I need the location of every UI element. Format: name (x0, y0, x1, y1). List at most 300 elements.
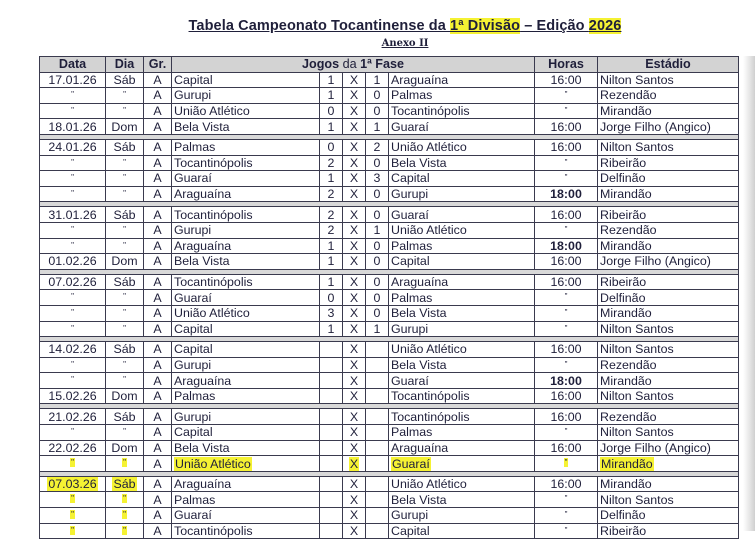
cell-away (389, 88, 535, 104)
cell-x (343, 508, 366, 524)
cell-gr (144, 456, 172, 472)
cell-hs-text: 2 (327, 223, 335, 238)
cell-hs (320, 290, 343, 306)
cell-x (343, 409, 366, 425)
cell-as-text: 0 (373, 306, 381, 321)
cell-x-text: X (349, 357, 359, 372)
cell-as-text: 0 (373, 187, 381, 202)
cell-away (389, 425, 535, 441)
cell-hs-text: 3 (327, 306, 335, 321)
cell-hs (320, 476, 343, 492)
cell-hora (535, 119, 598, 135)
cell-hs-text: 1 (327, 254, 335, 269)
cell-x (343, 222, 366, 238)
cell-hs-text: 0 (327, 290, 335, 305)
cell-as-text: 0 (373, 254, 381, 269)
cell-home (172, 508, 320, 524)
cell-home-text: Bela Vista (174, 254, 230, 269)
cell-hs (320, 388, 343, 404)
cell-hora (535, 88, 598, 104)
cell-dia (106, 238, 144, 254)
cell-as-text: 0 (373, 207, 381, 222)
cell-as (366, 171, 389, 187)
cell-hora-text: " (564, 427, 568, 437)
cell-x-text: X (349, 389, 359, 404)
cell-x-text: X (349, 119, 359, 134)
cell-as (366, 186, 389, 202)
cell-as (366, 440, 389, 456)
cell-data-text: " (71, 240, 74, 250)
cell-gr-text: A (153, 389, 162, 404)
table-row (40, 305, 739, 321)
cell-x (343, 238, 366, 254)
cell-hs (320, 373, 343, 389)
cell-dia-text: Dom (111, 389, 138, 404)
cell-hs (320, 207, 343, 223)
cell-dia (106, 207, 144, 223)
cell-away (389, 186, 535, 202)
cell-data (40, 425, 106, 441)
cell-est-text: Nilton Santos (600, 342, 674, 357)
cell-data (40, 171, 106, 187)
cell-x (343, 425, 366, 441)
table-row (40, 222, 739, 238)
cell-data-text: " (71, 188, 74, 198)
cell-hs (320, 409, 343, 425)
cell-dia (106, 409, 144, 425)
cell-hora-text: " (564, 458, 568, 468)
cell-away (389, 139, 535, 155)
cell-est (598, 72, 739, 88)
table-row (40, 440, 739, 456)
cell-hora-text: 18:00 (550, 238, 582, 253)
cell-hs (320, 238, 343, 254)
cell-data-text: 24.01.26 (48, 140, 97, 155)
cell-away-text: Bela Vista (391, 492, 447, 507)
cell-data-text: 18.01.26 (48, 119, 97, 134)
header-dia: Dia (106, 57, 144, 73)
cell-data-text: 21.02.26 (48, 409, 97, 424)
cell-away-text: Tocantinópolis (391, 409, 470, 424)
cell-home-text: Palmas (174, 389, 216, 404)
cell-home-text: Bela Vista (174, 119, 230, 134)
cell-hs (320, 103, 343, 119)
cell-home-text: Araguaína (174, 477, 232, 492)
cell-hs (320, 88, 343, 104)
cell-dia-text: Dom (111, 440, 138, 455)
cell-gr-text: A (153, 254, 162, 269)
cell-home-text: Capital (174, 425, 213, 440)
cell-home-text: Araguaína (174, 187, 232, 202)
cell-hs (320, 342, 343, 358)
cell-away (389, 155, 535, 171)
cell-away (389, 254, 535, 270)
cell-away-text: União Atlético (391, 223, 467, 238)
cell-hs-text: 2 (327, 207, 335, 222)
cell-home-text: Gurupi (174, 223, 212, 238)
cell-away-text: Bela Vista (391, 357, 447, 372)
cell-hora-text: " (564, 525, 568, 535)
cell-hs (320, 72, 343, 88)
cell-est (598, 409, 739, 425)
title-part1: Tabela Campeonato Tocantinense da (188, 18, 451, 34)
cell-hora (535, 207, 598, 223)
cell-hora-text: " (564, 292, 568, 302)
cell-hora (535, 254, 598, 270)
cell-est (598, 171, 739, 187)
cell-as (366, 290, 389, 306)
cell-hora-text: 16:00 (550, 275, 582, 290)
cell-x (343, 207, 366, 223)
cell-dia (106, 373, 144, 389)
table-row (40, 409, 739, 425)
cell-gr (144, 155, 172, 171)
cell-dia-text: " (123, 494, 126, 504)
table-row (40, 373, 739, 389)
cell-dia (106, 492, 144, 508)
cell-dia-text: Dom (111, 254, 138, 269)
cell-data-text: " (71, 90, 74, 100)
cell-x (343, 357, 366, 373)
cell-away-text: Capital (391, 171, 430, 186)
cell-as-text: 2 (373, 140, 381, 155)
cell-x-text: X (349, 223, 359, 238)
cell-est-text: Nilton Santos (600, 140, 674, 155)
cell-est (598, 88, 739, 104)
cell-x-text: X (349, 290, 359, 305)
cell-dia-text: Dom (111, 119, 138, 134)
cell-dia-text: Sáb (113, 140, 136, 155)
cell-gr (144, 186, 172, 202)
cell-gr-text: A (153, 238, 162, 253)
cell-gr (144, 305, 172, 321)
cell-gr-text: A (153, 456, 162, 471)
cell-x (343, 373, 366, 389)
cell-away-text: Araguaína (391, 275, 449, 290)
cell-away (389, 321, 535, 337)
cell-est-text: Delfinão (600, 290, 646, 305)
cell-as (366, 388, 389, 404)
cell-home-text: Bela Vista (174, 440, 230, 455)
cell-hs (320, 254, 343, 270)
cell-as (366, 238, 389, 254)
cell-as (366, 103, 389, 119)
cell-home-text: Guaraí (174, 171, 212, 186)
cell-hora (535, 388, 598, 404)
cell-dia-text: Sáb (113, 207, 136, 222)
cell-home (172, 222, 320, 238)
cell-home (172, 492, 320, 508)
cell-est (598, 155, 739, 171)
cell-dia-text: " (123, 427, 126, 437)
cell-data (40, 409, 106, 425)
cell-home-text: Tocantinópolis (174, 275, 253, 290)
cell-data (40, 321, 106, 337)
cell-as-text: 0 (373, 238, 381, 253)
cell-hora-text: 16:00 (550, 409, 582, 424)
cell-x-text: X (349, 508, 359, 523)
cell-hs-text: 0 (327, 140, 335, 155)
cell-as (366, 222, 389, 238)
cell-dia (106, 139, 144, 155)
cell-x (343, 103, 366, 119)
cell-away-text: União Atlético (391, 342, 467, 357)
cell-x-text: X (349, 321, 359, 336)
cell-home-text: Capital (174, 342, 213, 357)
cell-dia (106, 456, 144, 472)
cell-est-text: Ribeirão (600, 155, 647, 170)
cell-gr-text: A (153, 104, 162, 119)
cell-est-text: Rezendão (600, 409, 657, 424)
cell-dia (106, 186, 144, 202)
cell-dia (106, 72, 144, 88)
cell-home (172, 440, 320, 456)
cell-dia-text: " (123, 157, 126, 167)
cell-away (389, 222, 535, 238)
cell-data-text: " (71, 510, 74, 520)
cell-x (343, 155, 366, 171)
cell-gr (144, 388, 172, 404)
cell-away (389, 342, 535, 358)
table-row (40, 357, 739, 373)
cell-est (598, 321, 739, 337)
cell-hs (320, 139, 343, 155)
cell-est (598, 207, 739, 223)
cell-home-text: Araguaína (174, 238, 232, 253)
cell-est-text: Mirandão (601, 456, 653, 471)
cell-away-text: Capital (391, 254, 430, 269)
cell-home (172, 388, 320, 404)
cell-home (172, 373, 320, 389)
cell-est (598, 456, 739, 472)
cell-gr (144, 72, 172, 88)
cell-as-text: 3 (373, 171, 381, 186)
cell-hora (535, 171, 598, 187)
cell-x-text: X (349, 254, 359, 269)
cell-as-text: 0 (373, 290, 381, 305)
cell-away (389, 103, 535, 119)
table-row (40, 186, 739, 202)
cell-gr-text: A (153, 171, 162, 186)
cell-data (40, 119, 106, 135)
cell-x (343, 88, 366, 104)
cell-away-text: União Atlético (391, 477, 467, 492)
cell-hora-text: " (564, 323, 568, 333)
cell-est (598, 222, 739, 238)
header-jogos-da: da (342, 57, 357, 72)
table-row (40, 171, 739, 187)
cell-dia (106, 476, 144, 492)
cell-data (40, 72, 106, 88)
cell-gr (144, 290, 172, 306)
cell-data-text: 01.02.26 (48, 254, 97, 269)
table-row (40, 88, 739, 104)
cell-dia (106, 274, 144, 290)
cell-est-text: Rezendão (600, 88, 657, 103)
cell-x-text: X (349, 72, 359, 87)
cell-gr (144, 88, 172, 104)
cell-away (389, 357, 535, 373)
cell-gr-text: A (153, 357, 162, 372)
cell-home-text: Gurupi (174, 88, 212, 103)
cell-away (389, 508, 535, 524)
cell-est-text: Nilton Santos (600, 425, 674, 440)
header-jogos-text: Jogos (302, 57, 343, 72)
cell-gr-text: A (153, 306, 162, 321)
title-division-highlight: 1ª Divisão (450, 18, 521, 34)
cell-x-text: X (349, 342, 359, 357)
page-edge-shadow (743, 56, 755, 531)
cell-as (366, 409, 389, 425)
cell-dia (106, 290, 144, 306)
cell-away-text: União Atlético (391, 140, 467, 155)
cell-x-text: X (349, 456, 359, 471)
cell-x (343, 456, 366, 472)
cell-gr-text: A (153, 290, 162, 305)
cell-gr-text: A (153, 409, 162, 424)
cell-dia-text: " (123, 90, 126, 100)
cell-dia (106, 155, 144, 171)
cell-home (172, 171, 320, 187)
cell-gr (144, 492, 172, 508)
cell-as (366, 321, 389, 337)
cell-hs-text: 1 (327, 119, 335, 134)
cell-x-text: X (349, 477, 359, 492)
cell-hs (320, 186, 343, 202)
cell-away-text: Palmas (391, 238, 433, 253)
cell-dia (106, 342, 144, 358)
cell-hora (535, 409, 598, 425)
schedule-body (40, 72, 739, 539)
cell-x-text: X (349, 88, 359, 103)
cell-x-text: X (349, 187, 359, 202)
cell-hora-text: 16:00 (550, 72, 582, 87)
header-horas: Horas (535, 57, 598, 73)
cell-away-text: Capital (391, 523, 430, 538)
title-part2: – Edição (520, 18, 589, 34)
cell-hora (535, 290, 598, 306)
cell-dia-text: Sáb (113, 275, 136, 290)
cell-est (598, 425, 739, 441)
cell-away (389, 388, 535, 404)
cell-x (343, 72, 366, 88)
header-grupo: Gr. (144, 57, 172, 73)
cell-away (389, 476, 535, 492)
cell-data-text: 15.02.26 (48, 389, 97, 404)
cell-est (598, 508, 739, 524)
cell-away (389, 456, 535, 472)
cell-gr-text: A (153, 342, 162, 357)
cell-gr-text: A (153, 187, 162, 202)
cell-as-text: 1 (373, 223, 381, 238)
cell-data (40, 186, 106, 202)
cell-est (598, 440, 739, 456)
cell-hs (320, 357, 343, 373)
cell-as-text: 0 (373, 155, 381, 170)
cell-hora-text: " (564, 359, 568, 369)
cell-away (389, 290, 535, 306)
header-data: Data (40, 57, 106, 73)
cell-gr-text: A (153, 72, 162, 87)
table-row (40, 476, 739, 492)
table-row (40, 119, 739, 135)
cell-hora (535, 321, 598, 337)
cell-away-text: Palmas (391, 88, 433, 103)
cell-x (343, 186, 366, 202)
cell-gr (144, 222, 172, 238)
cell-data (40, 238, 106, 254)
cell-data (40, 254, 106, 270)
cell-home-text: Araguaína (174, 373, 232, 388)
cell-data-text: " (71, 525, 74, 535)
cell-x-text: X (349, 238, 359, 253)
cell-x-text: X (349, 155, 359, 170)
cell-hora-text: " (564, 90, 568, 100)
cell-dia (106, 321, 144, 337)
cell-hora (535, 238, 598, 254)
cell-hs (320, 119, 343, 135)
table-row (40, 425, 739, 441)
cell-dia (106, 254, 144, 270)
cell-home (172, 456, 320, 472)
cell-hs-text: 1 (327, 321, 335, 336)
cell-home-text: Palmas (174, 140, 216, 155)
cell-dia (106, 103, 144, 119)
cell-dia (106, 508, 144, 524)
cell-data-text: " (71, 494, 74, 504)
table-row (40, 254, 739, 270)
cell-data (40, 290, 106, 306)
cell-hora (535, 440, 598, 456)
cell-home-text: União Atlético (175, 456, 251, 471)
cell-home (172, 119, 320, 135)
cell-home (172, 72, 320, 88)
cell-home (172, 321, 320, 337)
cell-gr-text: A (153, 275, 162, 290)
cell-gr-text: A (153, 492, 162, 507)
cell-est-text: Rezendão (600, 223, 657, 238)
cell-est-text: Ribeirão (600, 207, 647, 222)
cell-x-text: X (349, 523, 359, 538)
cell-est (598, 492, 739, 508)
cell-data-text: 31.01.26 (48, 207, 97, 222)
header-jogos (172, 57, 535, 73)
cell-dia (106, 425, 144, 441)
cell-home (172, 238, 320, 254)
cell-est (598, 357, 739, 373)
cell-hs (320, 305, 343, 321)
cell-as (366, 139, 389, 155)
cell-gr-text: A (153, 119, 162, 134)
cell-away (389, 373, 535, 389)
cell-as (366, 492, 389, 508)
table-row (40, 103, 739, 119)
cell-hs-text: 2 (327, 187, 335, 202)
cell-gr-text: A (153, 477, 162, 492)
cell-home-text: Capital (174, 321, 213, 336)
cell-est-text: Mirandão (600, 373, 652, 388)
cell-est-text: Rezendão (600, 357, 657, 372)
cell-hs (320, 321, 343, 337)
cell-x (343, 171, 366, 187)
table-row (40, 72, 739, 88)
cell-dia-text: " (123, 173, 126, 183)
cell-away (389, 305, 535, 321)
cell-est-text: Nilton Santos (600, 321, 674, 336)
cell-home-text: Capital (174, 72, 213, 87)
cell-away (389, 119, 535, 135)
cell-data (40, 222, 106, 238)
